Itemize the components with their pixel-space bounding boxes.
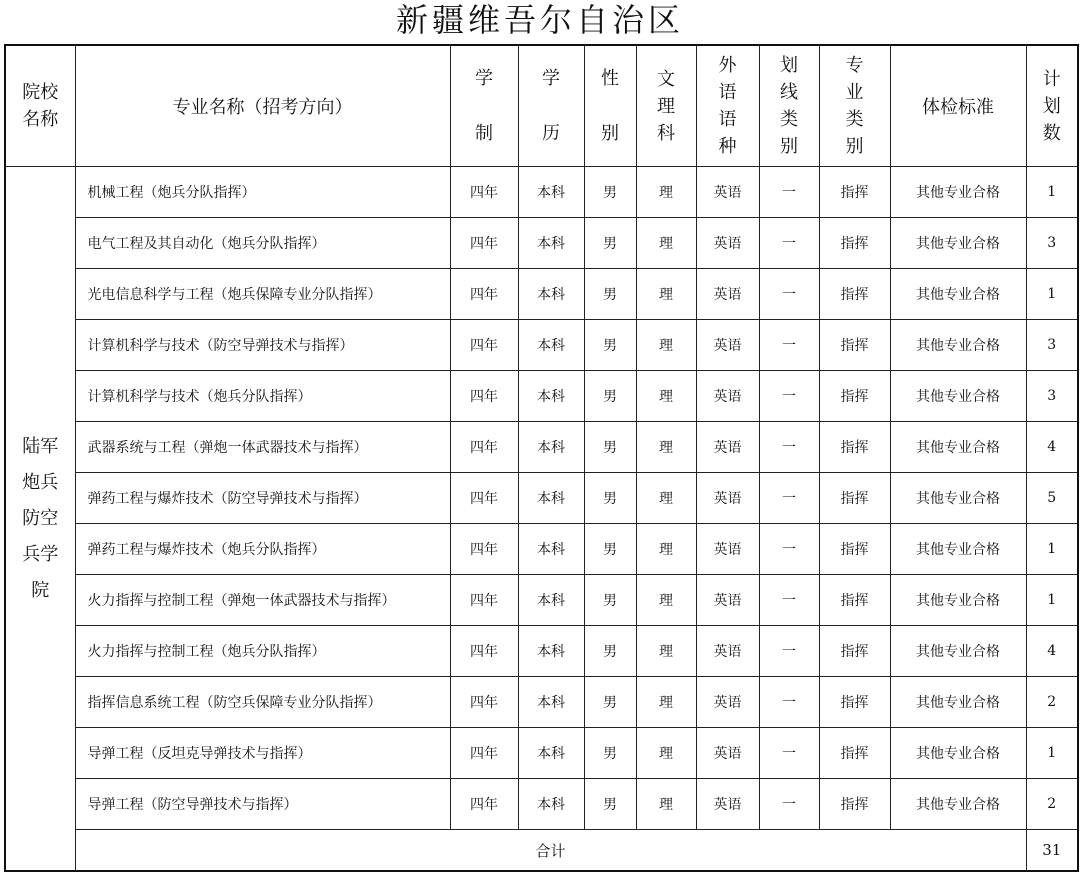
physical-cell: 其他专业合格	[890, 524, 1026, 575]
language-cell: 英语	[696, 422, 759, 473]
table-row	[5, 524, 1078, 575]
language-cell: 英语	[696, 473, 759, 524]
gender-cell: 男	[584, 218, 636, 269]
school-name-cell: 陆军 炮兵 防空 兵学 院	[5, 167, 75, 872]
physical-cell: 其他专业合格	[890, 779, 1026, 830]
plan-cell: 2	[1026, 677, 1078, 728]
physical-cell: 其他专业合格	[890, 167, 1026, 218]
major-type-cell: 指挥	[819, 218, 890, 269]
duration-cell: 四年	[450, 779, 518, 830]
language-cell: 英语	[696, 218, 759, 269]
major-cell: 导弹工程（反坦克导弹技术与指挥）	[75, 728, 450, 779]
total-label: 合计	[75, 830, 1026, 872]
table-row	[5, 218, 1078, 269]
major-cell: 指挥信息系统工程（防空兵保障专业分队指挥）	[75, 677, 450, 728]
education-cell: 本科	[518, 524, 584, 575]
table-row	[5, 779, 1078, 830]
education-cell: 本科	[518, 320, 584, 371]
plan-cell: 2	[1026, 779, 1078, 830]
subject-cell: 理	[636, 524, 696, 575]
gender-cell: 男	[584, 167, 636, 218]
total-value: 31	[1026, 830, 1078, 872]
physical-cell: 其他专业合格	[890, 269, 1026, 320]
plan-cell: 5	[1026, 473, 1078, 524]
plan-cell: 3	[1026, 371, 1078, 422]
physical-cell: 其他专业合格	[890, 626, 1026, 677]
gender-cell: 男	[584, 677, 636, 728]
education-cell: 本科	[518, 473, 584, 524]
education-cell: 本科	[518, 728, 584, 779]
major-type-cell: 指挥	[819, 167, 890, 218]
physical-cell: 其他专业合格	[890, 371, 1026, 422]
line-type-cell: 一	[759, 218, 819, 269]
line-type-cell: 一	[759, 473, 819, 524]
duration-cell: 四年	[450, 422, 518, 473]
language-cell: 英语	[696, 167, 759, 218]
language-cell: 英语	[696, 575, 759, 626]
subject-cell: 理	[636, 728, 696, 779]
major-cell: 计算机科学与技术（防空导弹技术与指挥）	[75, 320, 450, 371]
header-duration: 学 制	[450, 45, 518, 167]
duration-cell: 四年	[450, 269, 518, 320]
physical-cell: 其他专业合格	[890, 422, 1026, 473]
education-cell: 本科	[518, 167, 584, 218]
gender-cell: 男	[584, 371, 636, 422]
gender-cell: 男	[584, 626, 636, 677]
plan-cell: 1	[1026, 575, 1078, 626]
subject-cell: 理	[636, 218, 696, 269]
education-cell: 本科	[518, 218, 584, 269]
plan-cell: 4	[1026, 422, 1078, 473]
line-type-cell: 一	[759, 575, 819, 626]
table-row	[5, 371, 1078, 422]
education-cell: 本科	[518, 677, 584, 728]
duration-cell: 四年	[450, 371, 518, 422]
table-row	[5, 422, 1078, 473]
education-cell: 本科	[518, 371, 584, 422]
major-type-cell: 指挥	[819, 779, 890, 830]
physical-cell: 其他专业合格	[890, 728, 1026, 779]
major-cell: 火力指挥与控制工程（炮兵分队指挥）	[75, 626, 450, 677]
page-title: 新疆维吾尔自治区	[395, 1, 684, 39]
header-major: 专业名称（招考方向）	[75, 45, 450, 167]
line-type-cell: 一	[759, 371, 819, 422]
plan-cell: 4	[1026, 626, 1078, 677]
language-cell: 英语	[696, 320, 759, 371]
header-school: 院校 名称	[5, 45, 75, 167]
gender-cell: 男	[584, 524, 636, 575]
major-cell: 弹药工程与爆炸技术（防空导弹技术与指挥）	[75, 473, 450, 524]
major-cell: 火力指挥与控制工程（弹炮一体武器技术与指挥）	[75, 575, 450, 626]
gender-cell: 男	[584, 575, 636, 626]
education-cell: 本科	[518, 422, 584, 473]
table-row	[5, 677, 1078, 728]
line-type-cell: 一	[759, 320, 819, 371]
major-cell: 光电信息科学与工程（炮兵保障专业分队指挥）	[75, 269, 450, 320]
education-cell: 本科	[518, 269, 584, 320]
duration-cell: 四年	[450, 626, 518, 677]
gender-cell: 男	[584, 269, 636, 320]
major-cell: 弹药工程与爆炸技术（炮兵分队指挥）	[75, 524, 450, 575]
line-type-cell: 一	[759, 167, 819, 218]
header-subject: 文 理 科	[636, 45, 696, 167]
major-cell: 电气工程及其自动化（炮兵分队指挥）	[75, 218, 450, 269]
major-type-cell: 指挥	[819, 524, 890, 575]
line-type-cell: 一	[759, 626, 819, 677]
duration-cell: 四年	[450, 575, 518, 626]
header-education: 学 历	[518, 45, 584, 167]
duration-cell: 四年	[450, 320, 518, 371]
table-row	[5, 320, 1078, 371]
plan-cell: 1	[1026, 524, 1078, 575]
table-row	[5, 473, 1078, 524]
total-row	[5, 830, 1078, 872]
language-cell: 英语	[696, 626, 759, 677]
table-row	[5, 728, 1078, 779]
major-type-cell: 指挥	[819, 626, 890, 677]
major-cell: 机械工程（炮兵分队指挥）	[75, 167, 450, 218]
subject-cell: 理	[636, 626, 696, 677]
header-line-type: 划 线 类 别	[759, 45, 819, 167]
major-type-cell: 指挥	[819, 422, 890, 473]
gender-cell: 男	[584, 728, 636, 779]
enrollment-table	[4, 44, 1079, 872]
duration-cell: 四年	[450, 524, 518, 575]
line-type-cell: 一	[759, 728, 819, 779]
subject-cell: 理	[636, 167, 696, 218]
duration-cell: 四年	[450, 728, 518, 779]
subject-cell: 理	[636, 320, 696, 371]
duration-cell: 四年	[450, 218, 518, 269]
language-cell: 英语	[696, 779, 759, 830]
line-type-cell: 一	[759, 269, 819, 320]
subject-cell: 理	[636, 779, 696, 830]
header-plan: 计 划 数	[1026, 45, 1078, 167]
plan-cell: 3	[1026, 320, 1078, 371]
language-cell: 英语	[696, 524, 759, 575]
gender-cell: 男	[584, 320, 636, 371]
major-cell: 武器系统与工程（弹炮一体武器技术与指挥）	[75, 422, 450, 473]
physical-cell: 其他专业合格	[890, 677, 1026, 728]
major-type-cell: 指挥	[819, 269, 890, 320]
language-cell: 英语	[696, 677, 759, 728]
plan-cell: 1	[1026, 167, 1078, 218]
line-type-cell: 一	[759, 677, 819, 728]
table-row	[5, 269, 1078, 320]
plan-cell: 3	[1026, 218, 1078, 269]
major-cell: 计算机科学与技术（炮兵分队指挥）	[75, 371, 450, 422]
subject-cell: 理	[636, 422, 696, 473]
line-type-cell: 一	[759, 524, 819, 575]
plan-cell: 1	[1026, 269, 1078, 320]
header-row	[5, 45, 1078, 167]
major-type-cell: 指挥	[819, 320, 890, 371]
major-type-cell: 指挥	[819, 677, 890, 728]
major-type-cell: 指挥	[819, 575, 890, 626]
major-cell: 导弹工程（防空导弹技术与指挥）	[75, 779, 450, 830]
major-type-cell: 指挥	[819, 728, 890, 779]
table-row	[5, 626, 1078, 677]
subject-cell: 理	[636, 677, 696, 728]
education-cell: 本科	[518, 626, 584, 677]
table-row	[5, 167, 1078, 218]
duration-cell: 四年	[450, 167, 518, 218]
subject-cell: 理	[636, 371, 696, 422]
plan-cell: 1	[1026, 728, 1078, 779]
language-cell: 英语	[696, 269, 759, 320]
education-cell: 本科	[518, 575, 584, 626]
gender-cell: 男	[584, 422, 636, 473]
header-physical: 体检标准	[890, 45, 1026, 167]
education-cell: 本科	[518, 779, 584, 830]
gender-cell: 男	[584, 473, 636, 524]
major-type-cell: 指挥	[819, 371, 890, 422]
subject-cell: 理	[636, 269, 696, 320]
subject-cell: 理	[636, 473, 696, 524]
language-cell: 英语	[696, 371, 759, 422]
physical-cell: 其他专业合格	[890, 320, 1026, 371]
header-gender: 性 别	[584, 45, 636, 167]
table-row	[5, 575, 1078, 626]
duration-cell: 四年	[450, 473, 518, 524]
subject-cell: 理	[636, 575, 696, 626]
physical-cell: 其他专业合格	[890, 218, 1026, 269]
gender-cell: 男	[584, 779, 636, 830]
major-type-cell: 指挥	[819, 473, 890, 524]
duration-cell: 四年	[450, 677, 518, 728]
line-type-cell: 一	[759, 779, 819, 830]
physical-cell: 其他专业合格	[890, 575, 1026, 626]
header-major-type: 专 业 类 别	[819, 45, 890, 167]
physical-cell: 其他专业合格	[890, 473, 1026, 524]
language-cell: 英语	[696, 728, 759, 779]
header-language: 外 语 语 种	[696, 45, 759, 167]
line-type-cell: 一	[759, 422, 819, 473]
